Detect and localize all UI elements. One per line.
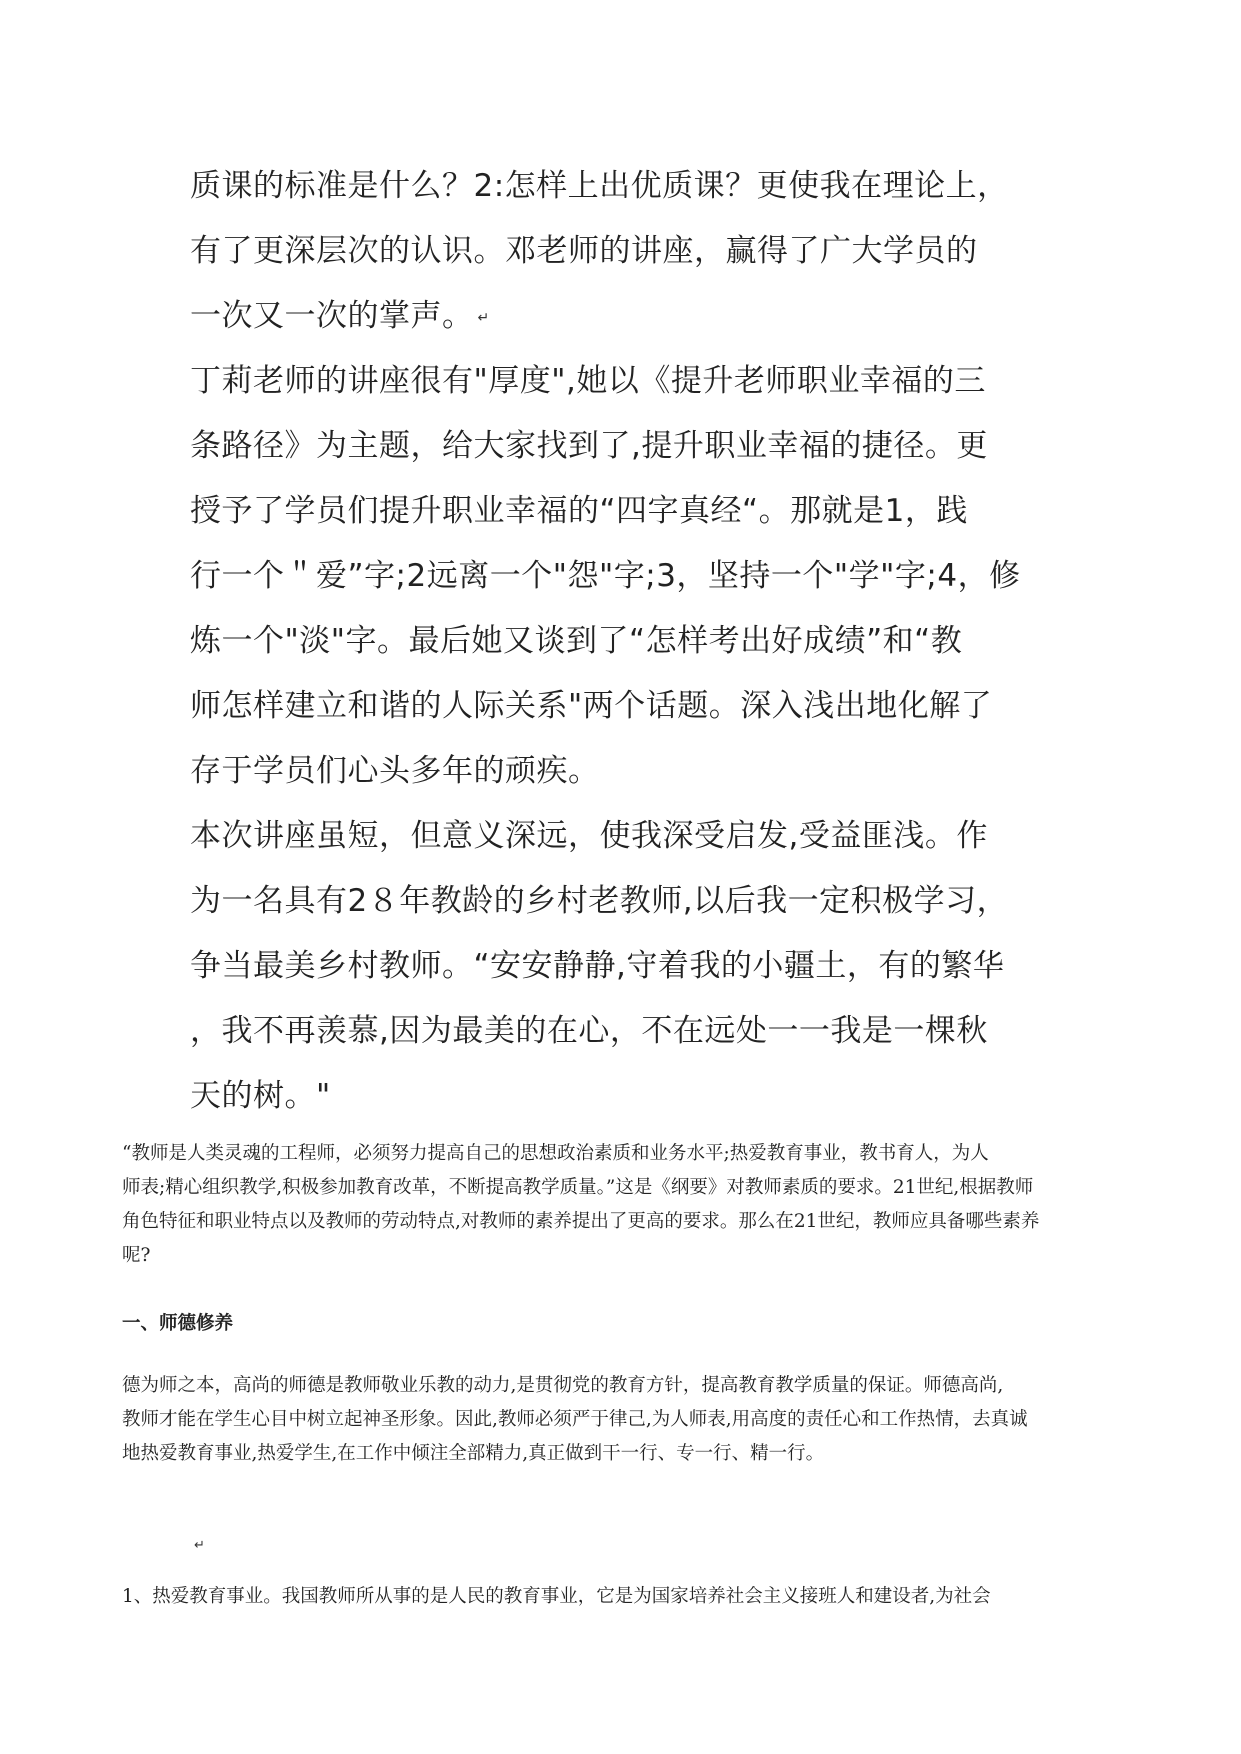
- big-text-line: ，我不再羡慕,因为最美的在心，不在远处一一我是一棵秋: [190, 1013, 988, 1049]
- big-text-line: 争当最美乡村教师。“安安静静,守着我的小疆土，有的繁华: [190, 948, 1005, 984]
- big-text-line: 丁莉老师的讲座很有"厚度",她以《提升老师职业幸福的三: [190, 363, 986, 399]
- big-text-line: 条路径》为主题，给大家找到了,提升职业幸福的捷径。更: [190, 428, 988, 464]
- paragraph-mark-icon: ↵: [477, 309, 490, 326]
- ethics-paragraph-line: 德为师之本，高尚的师德是教师敬业乐教的动力,是贯彻党的教育方针，提高教育教学质量的保证。师德高尚,: [122, 1375, 1004, 1396]
- big-text-line: 一次又一次的掌声。 ↵: [190, 298, 490, 334]
- intro-paragraph-line: 角色特征和职业特点以及教师的劳动特点,对教师的素养提出了更高的要求。那么在21世纪，教师应具备哪些素养: [122, 1211, 1040, 1232]
- big-text-line: 师怎样建立和谐的人际关系"两个话题。深入浅出地化解了: [190, 688, 993, 724]
- ethics-paragraph-line: 地热爱教育事业,热爱学生,在工作中倾注全部精力,真正做到干一行、专一行、精一行。: [122, 1443, 825, 1464]
- big-text-line: 本次讲座虽短，但意义深远，使我深受启发,受益匪浅。作: [190, 818, 988, 854]
- big-text-line: 炼一个"淡"字。最后她又谈到了“怎样考出好成绩”和“教: [190, 623, 963, 659]
- paragraph-mark-icon: ↵: [194, 1538, 205, 1553]
- big-text-line: 天的树。": [190, 1078, 331, 1114]
- ethics-paragraph-line: 教师才能在学生心目中树立起神圣形象。因此,教师必须严于律己,为人师表,用高度的责任心和工作热情，去真诚: [122, 1409, 1028, 1430]
- item1-paragraph-line: 1、热爱教育事业。我国教师所从事的是人民的教育事业，它是为国家培养社会主义接班人和建设者,为社会: [122, 1586, 991, 1607]
- intro-paragraph-line: “教师是人类灵魂的工程师，必须努力提高自己的思想政治素质和业务水平;热爱教育事业，教书育人，为人: [122, 1143, 989, 1164]
- big-text-line: 授予了学员们提升职业幸福的“四字真经“。那就是1，践: [190, 493, 968, 529]
- intro-paragraph-line: 呢?: [122, 1245, 151, 1266]
- big-text-line: 为一名具有2８年教龄的乡村老教师,以后我一定积极学习，: [190, 883, 1009, 919]
- big-text-line: 行一个＂爱”字;2远离一个"怨"字;3，坚持一个"学"字;4，修: [190, 558, 1021, 594]
- intro-paragraph-line: 师表;精心组织教学,积极参加教育改革，不断提高教学质量。”这是《纲要》对教师素质的要求。21世纪,根据教师: [122, 1177, 1034, 1198]
- section-heading: 一、师德修养: [122, 1313, 234, 1334]
- big-text-line: 有了更深层次的认识。邓老师的讲座，赢得了广大学员的: [190, 233, 978, 269]
- big-text-line: 存于学员们心头多年的顽疾。: [190, 753, 600, 789]
- big-text-line: 质课的标准是什么？2:怎样上出优质课？更使我在理论上，: [190, 168, 1009, 204]
